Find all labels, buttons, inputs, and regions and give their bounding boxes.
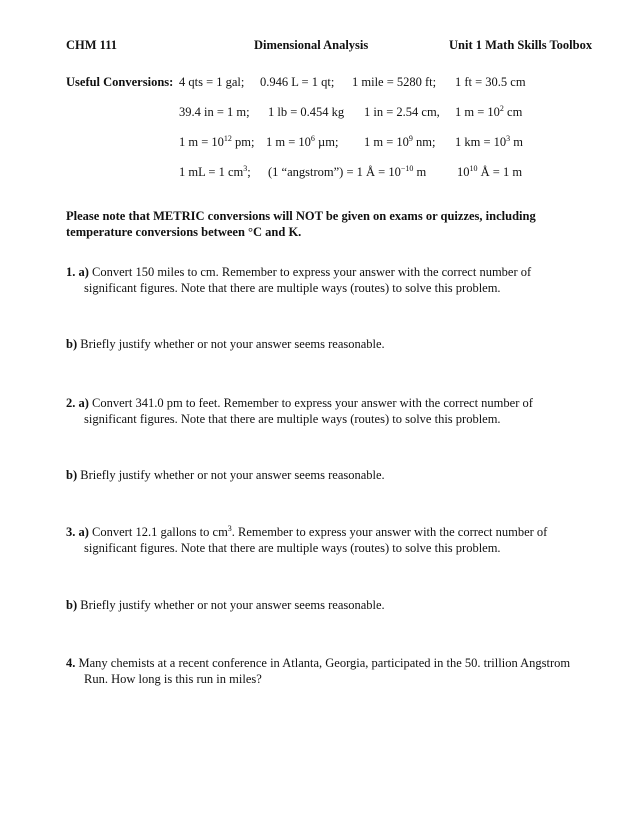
question-3b — [66, 599, 385, 612]
question-4 — [66, 657, 570, 670]
course-code: CHM 111 — [66, 38, 118, 52]
question-2a — [66, 397, 533, 410]
conversion-m-um: 1 $m = 10^6$ µm; — [266, 134, 339, 149]
conversion-qts-gal: 4 qts = 1 gal; — [179, 75, 245, 89]
metric-note-line2: temperature conversions between °C and K. — [66, 225, 302, 239]
question-1b — [66, 338, 385, 351]
question-1a-cont: significant figures. Note that there are multiple ways (routes) to solve this problem. — [84, 281, 501, 295]
worksheet-title: Dimensional Analysis — [254, 38, 369, 52]
question-text: Many chemists at a recent conference in Atlanta, Georgia, participated in the 50. trillion Angstrom — [78, 656, 571, 670]
question-text: Briefly justify whether or not your answer seems reasonable. — [80, 598, 385, 612]
conversion-ft-cm: 1 ft = 30.5 cm — [455, 75, 526, 89]
question-number: 2. — [66, 396, 76, 410]
question-part: b) — [66, 598, 78, 612]
conversions-label: Useful Conversions: — [66, 75, 174, 89]
question-part: a) — [78, 265, 89, 279]
conversion-angstrom-per-m: $10^{10}$ Å = 1 m — [457, 164, 523, 179]
conversion-in-m: 39.4 in = 1 m; — [179, 105, 250, 119]
conversion-m-pm: 1 $m = 10^{12}$ pm; — [179, 134, 255, 149]
question-number: 1. — [66, 265, 76, 279]
conversion-m-nm: 1 $m = 10^9$ nm; — [364, 134, 436, 149]
question-number: 3. — [66, 525, 76, 539]
conversion-in-cm: 1 in = 2.54 cm, — [364, 105, 440, 119]
question-text: Briefly justify whether or not your answer seems reasonable. — [80, 468, 385, 482]
question-4-cont: Run. How long is this run in miles? — [84, 672, 262, 686]
question-3a-cont: significant figures. Note that there are multiple ways (routes) to solve this problem. — [84, 541, 501, 555]
question-2b — [66, 469, 385, 482]
conversion-mile-ft: 1 mile = 5280 ft; — [352, 75, 437, 89]
metric-note-line1: Please note that METRIC conversions will NOT be given on exams or quizzes, including — [66, 209, 536, 223]
conversion-angstrom-m: (1 “angstrom”) = 1 Å = $10^{-10}$ m — [268, 164, 427, 179]
conversion-km-m: 1 km = $10^3$ m — [455, 134, 524, 149]
question-part: a) — [78, 396, 89, 410]
question-1a — [66, 266, 531, 279]
conversion-lb-kg: 1 lb = 0.454 kg — [268, 105, 345, 119]
question-3a — [66, 526, 547, 539]
question-text: Convert 341.0 pm to feet. Remember to express your answer with the correct number of — [92, 396, 533, 410]
conversion-ml-cm3: 1 mL = 1 $cm^3$; — [179, 164, 251, 179]
question-number: 4. — [66, 656, 76, 670]
question-part: a) — [78, 525, 89, 539]
question-2a-cont: significant figures. Note that there are multiple ways (routes) to solve this problem. — [84, 412, 501, 426]
question-part: b) — [66, 468, 78, 482]
conversion-l-qt: 0.946 L = 1 qt; — [260, 75, 335, 89]
question-part: b) — [66, 337, 78, 351]
question-text: Convert 150 miles to cm. Remember to express your answer with the correct number of — [92, 265, 532, 279]
question-text: Briefly justify whether or not your answer seems reasonable. — [80, 337, 385, 351]
unit-name: Unit 1 Math Skills Toolbox — [449, 38, 593, 52]
question-text: Convert 12.1 gallons to $cm^3$. Remember to express your answer with the correct number of — [92, 524, 548, 539]
conversion-m-cm: 1 $m = 10^2$ cm — [455, 104, 523, 119]
